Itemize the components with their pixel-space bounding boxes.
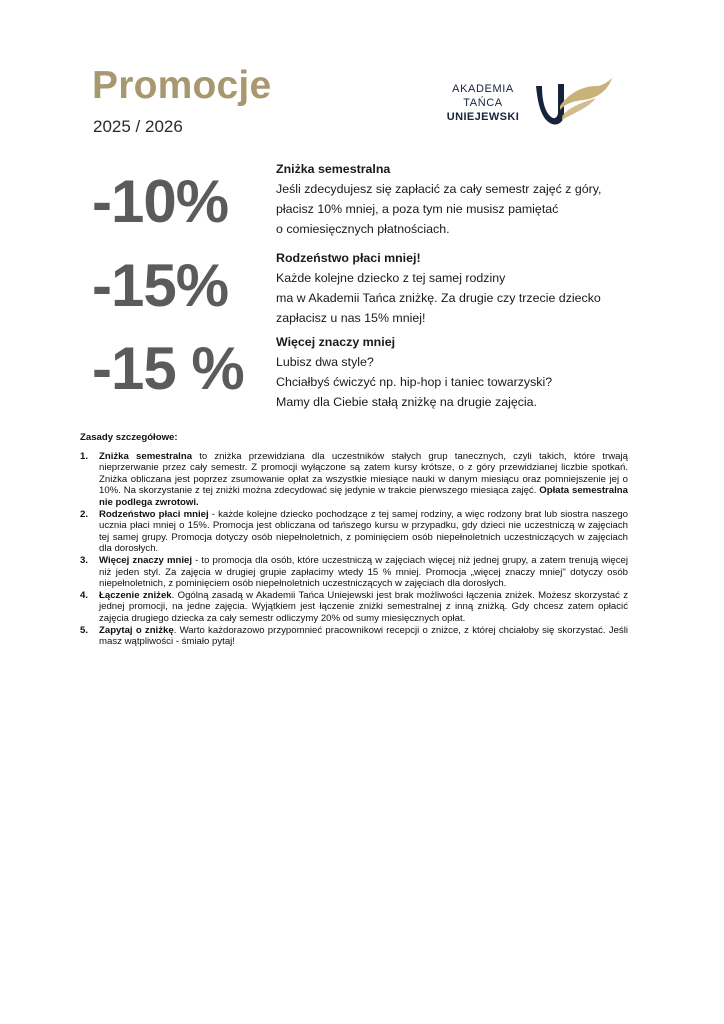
rule-title: Łączenie zniżek — [99, 589, 172, 601]
school-year: 2025 / 2026 — [93, 117, 183, 136]
promo-line: Mamy dla Ciebie stałą zniżkę na drugie zajęcia. — [276, 395, 538, 409]
rule-title: Zapytaj o zniżkę — [99, 624, 174, 636]
rule-text: - to promocja dla osób, które uczestniczą w zajęciach więcej niż jednej grupy, a zatem trenują więcej niż jeden styl. Za zajęcia w drugiej grupie zapłacimy wtedy 15 % mniej. Promocja „więcej znaczy mniej" dotyczy osób niepełnoletnich, z pominięciem osób niepełnoletnich uczestniczących w zajęciach dla dorosłych. — [99, 554, 628, 590]
rule-number: 4. — [80, 589, 89, 601]
promo-line: Jeśli zdecydujesz się zapłacić za cały semestr zajęć z góry, — [276, 182, 602, 196]
promo-description — [276, 332, 636, 412]
detailed-rules — [80, 432, 628, 648]
promo-heading: Zniżka semestralna — [276, 162, 391, 176]
promo-percent: -15% — [92, 252, 229, 319]
promo-description — [276, 248, 636, 328]
promo-line: zapłacisz u nas 15% mniej! — [276, 311, 426, 325]
promo-heading: Rodzeństwo płaci mniej! — [276, 251, 421, 265]
rule-number: 3. — [80, 554, 89, 566]
rules-list — [80, 451, 628, 648]
rule-item — [80, 555, 628, 590]
logo-line-2: TAŃCA — [463, 97, 503, 109]
rule-number: 5. — [80, 624, 89, 636]
promo-heading: Więcej znaczy mniej — [276, 335, 396, 349]
page-title: Promocje — [92, 64, 272, 107]
rule-title: Więcej znaczy mniej — [99, 554, 193, 566]
logo-emblem-icon — [534, 76, 614, 128]
rule-item — [80, 451, 628, 509]
promo-line: o comiesięcznych płatnościach. — [276, 222, 450, 236]
promo-percent: -15 % — [92, 335, 244, 402]
promo-description — [276, 159, 636, 239]
promo-line: płacisz 10% mniej, a poza tym nie musisz pamiętać — [276, 202, 559, 216]
logo-line-3: UNIEJEWSKI — [446, 111, 520, 123]
promo-percent: -10% — [92, 168, 229, 235]
logo-wordmark — [436, 82, 530, 124]
rule-title: Zniżka semestralna — [99, 450, 193, 462]
academy-logo — [436, 76, 618, 128]
rule-number: 2. — [80, 508, 89, 520]
promo-line: ma w Akademii Tańca zniżkę. Za drugie czy trzecie dziecko — [276, 291, 601, 305]
rule-number: 1. — [80, 450, 89, 462]
rule-title: Rodzeństwo płaci mniej — [99, 508, 209, 520]
rule-item — [80, 625, 628, 648]
promo-line: Lubisz dwa style? — [276, 355, 374, 369]
rule-item — [80, 509, 628, 555]
rule-item — [80, 590, 628, 625]
promo-line: Każde kolejne dziecko z tej samej rodziny — [276, 271, 506, 285]
rule-emphasis: Opłata semestralna nie podlega zwrotowi. — [99, 485, 628, 508]
rule-text: . Ogólną zasadą w Akademii Tańca Uniejewski jest brak możliwości łączenia zniżek. Możesz skorzystać z jednej promocji, na jedne zajęcia. Wyjątkiem jest łączenie zniżki semestralnej z inną zniżką. Gdy chcesz zatem opłacić zajęcia drugiego dziecka za cały semestr odliczymy 20% od sumy miesięcznych opłat. — [99, 589, 628, 624]
promo-line: Chciałbyś ćwiczyć np. hip-hop i taniec towarzyski? — [276, 375, 553, 389]
logo-line-1: AKADEMIA — [452, 83, 514, 95]
rules-heading: Zasady szczegółowe: — [80, 432, 178, 443]
rule-text: to zniżka przewidziana dla uczestników stałych grup tanecznych, czyli takich, które trwają nieprzerwanie przez cały semestr. Z promocji wyłączone są zatem kursy krótsze, o z góry przewidzianej liczbie spotkań. Zniżka obliczana jest poprzez zsumowanie opłat za wszystkie miesiące nauki w danym miesiącu oraz pomniejszenie jej o 10%. Na skorzystanie z tej zniżki można zdecydować się jedynie w trakcie pierwszego miesiąca zajęć. — [99, 450, 628, 497]
rule-text: - każde kolejne dziecko pochodzące z tej samej rodziny, a więc rodzony brat lub siostra naszego ucznia płaci mniej o 15%. Promocja jest obliczana od tańszego kursu w przypadku, gdy dzieci nie uczestniczą w zajęciach tej samej grupy. Promocja dotyczy osób niepełnoletnich, z pominięciem osób niepełnoletnich uczestniczących w zajęciach dla dorosłych. — [99, 508, 628, 555]
rule-text: . Warto każdorazowo przypomnieć pracownikowi recepcji o zniżce, z której chciałoby się skorzystać. Jeśli masz wątpliwości - śmiało pytaj! — [99, 624, 628, 648]
